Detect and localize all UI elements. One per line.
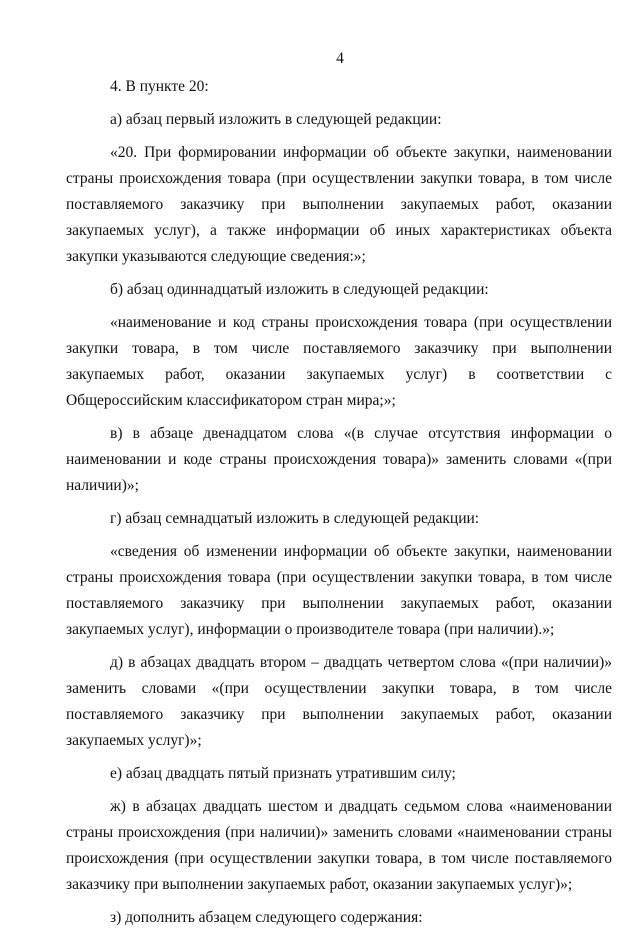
- paragraph-subitem-d: д) в абзацах двадцать втором – двадцать четвертом слова «(при наличии)» заменить словами «(при осуществлении закупки товара, в том числе поставляемого заказчику при выполнении закупаемых работ, оказании закупаемых услуг)»;: [66, 654, 612, 749]
- paragraph-subitem-b: б) абзац одиннадцатый изложить в следующей редакции:: [110, 281, 489, 298]
- paragraph-subitem-v: в) в абзаце двенадцатом слова «(в случае отсутствия информации о наименовании и коде страны происхождения товара)» заменить словами «(при наличии)»;: [66, 425, 612, 494]
- paragraph-quote-changes: «сведения об изменении информации об объекте закупки, наименовании страны происхождения товара (при осуществлении закупки товара, в том числе поставляемого заказчику при выполнении закупаемых работ, оказании закупаемых услуг), информации о производителе товара (при наличии).»;: [66, 543, 612, 638]
- document-body: [66, 74, 612, 938]
- paragraph-subitem-a: а) абзац первый изложить в следующей редакции:: [110, 111, 442, 128]
- page-number: 4: [336, 50, 344, 67]
- paragraph-subitem-e: е) абзац двадцать пятый признать утратившим силу;: [110, 765, 456, 782]
- paragraph-subitem-z: з) дополнить абзацем следующего содержания:: [110, 909, 423, 926]
- paragraph-quote-country-code: «наименование и код страны происхождения товара (при осуществлении закупки товара, в том числе поставляемого заказчику при выполнении закупаемых работ, оказании закупаемых услуг) в соответствии с Общероссийским классификатором стран мира;»;: [66, 314, 612, 409]
- paragraph-subitem-zh: ж) в абзацах двадцать шестом и двадцать седьмом слова «наименовании страны происхождения (при наличии)» заменить словами «наименовании страны происхождения (при осуществлении закупки товара, в том числе поставляемого заказчику при выполнении закупаемых работ, оказании закупаемых услуг)»;: [66, 798, 612, 893]
- paragraph-item-4-heading: 4. В пункте 20:: [110, 78, 209, 95]
- paragraph-quote-20: «20. При формировании информации об объекте закупки, наименовании страны происхождения товара (при осуществлении закупки товара, в том числе поставляемого заказчику при выполнении закупаемых работ, оказании закупаемых услуг), а также информации об иных характеристиках объекта закупки указываются следующие сведения:»;: [66, 144, 612, 265]
- paragraph-subitem-g: г) абзац семнадцатый изложить в следующей редакции:: [110, 510, 480, 527]
